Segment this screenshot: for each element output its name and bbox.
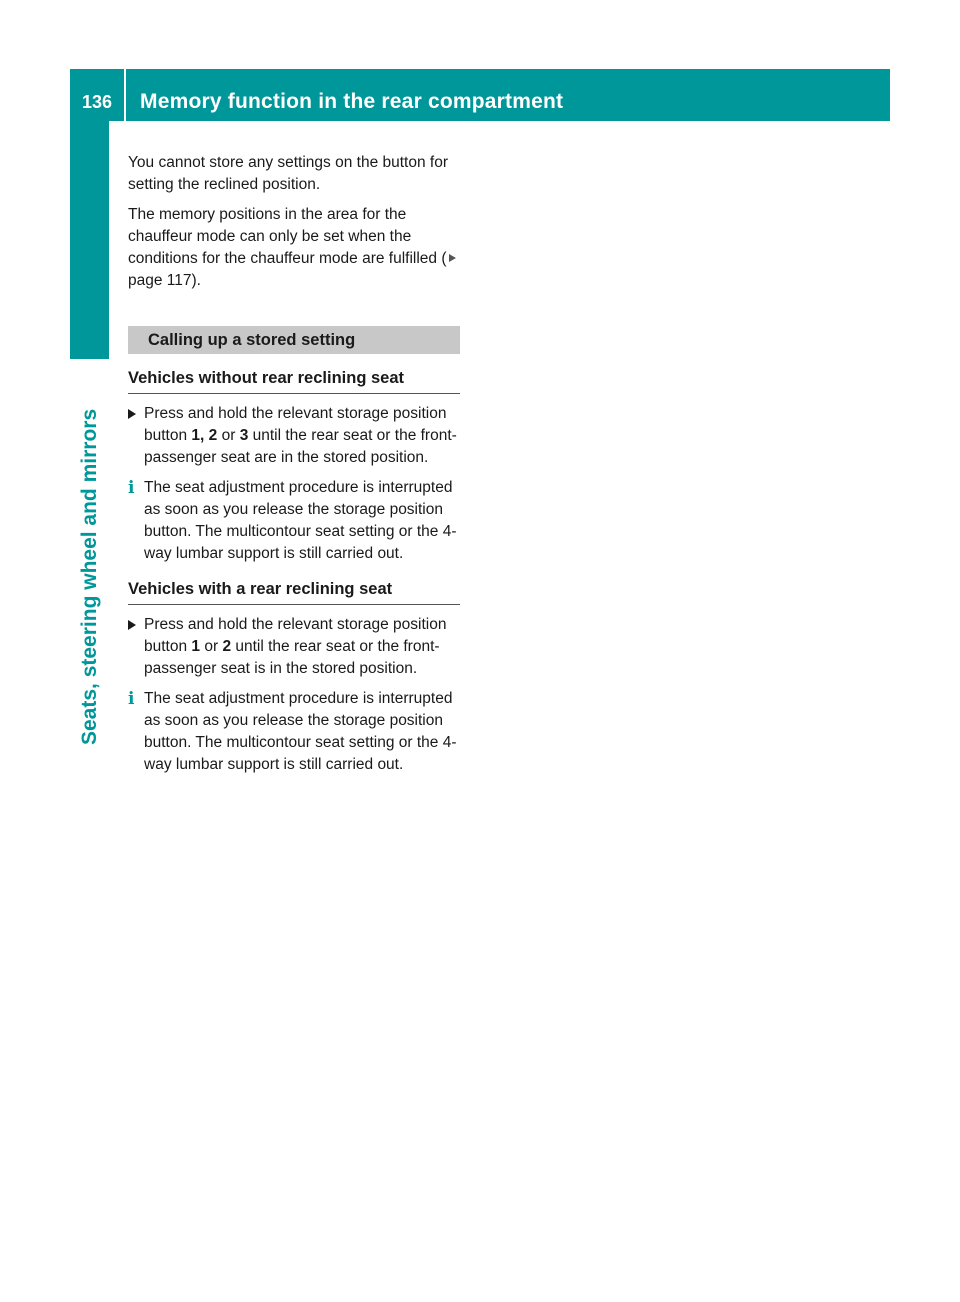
subheading-with-recline: Vehicles with a rear reclining seat <box>128 577 460 605</box>
button-ref-2: 2 <box>208 427 218 444</box>
info-text: The seat adjustment procedure is interrupted as soon as you release the storage position button. The multicontour seat setting or the 4-way lumbar support is still carried out. <box>144 479 457 562</box>
page-reference-icon <box>449 254 456 262</box>
content-column <box>128 152 460 784</box>
button-ref-separator-or: or <box>217 427 240 444</box>
button-ref-separator-or: or <box>200 638 223 655</box>
info-note <box>128 688 460 776</box>
page-reference-link[interactable]: page 117 <box>128 272 192 289</box>
page-header <box>70 69 890 121</box>
info-text: The seat adjustment procedure is interrupted as soon as you release the storage position button. The multicontour seat setting or the 4-way lumbar support is still carried out. <box>144 690 457 773</box>
button-ref-1: 1 <box>191 638 201 655</box>
side-tab-block <box>70 121 109 359</box>
step-text-end: until the rear seat or the front-passenger seat are in the stored position. <box>144 427 457 466</box>
page-title: Memory function in the rear compartment <box>140 90 564 113</box>
side-chapter-text: Seats, steering wheel and mirrors <box>78 408 101 745</box>
step-text: Press and hold the relevant storage position button <box>144 405 447 444</box>
intro-paragraph-2-text: The memory positions in the area for the chauffeur mode can only be set when the conditions for the chauffeur mode are fulfilled ( <box>128 206 447 267</box>
subheading-without-recline: Vehicles without rear reclining seat <box>128 366 460 394</box>
intro-paragraph-1: You cannot store any settings on the button for setting the reclined position. <box>128 154 448 193</box>
button-ref-3: 3 <box>239 427 249 444</box>
step-text: Press and hold the relevant storage position button <box>144 616 447 655</box>
button-ref-2: 2 <box>222 638 232 655</box>
button-ref-1: 1 <box>191 427 201 444</box>
instruction-step <box>128 614 460 680</box>
info-icon: i <box>128 478 135 498</box>
step-text-end: until the rear seat or the front-passenger seat is in the stored position. <box>144 638 440 677</box>
step-arrow-icon <box>128 409 136 419</box>
side-chapter-label <box>76 375 104 745</box>
step-arrow-icon <box>128 620 136 630</box>
intro-paragraph-2 <box>128 204 460 292</box>
intro-paragraph-2-end: ). <box>191 272 201 289</box>
button-ref-separator: , <box>200 427 209 444</box>
info-note <box>128 477 460 565</box>
page-number: 136 <box>70 69 126 121</box>
section-heading: Calling up a stored setting <box>128 326 460 354</box>
info-icon: i <box>128 689 135 709</box>
instruction-step <box>128 403 460 469</box>
